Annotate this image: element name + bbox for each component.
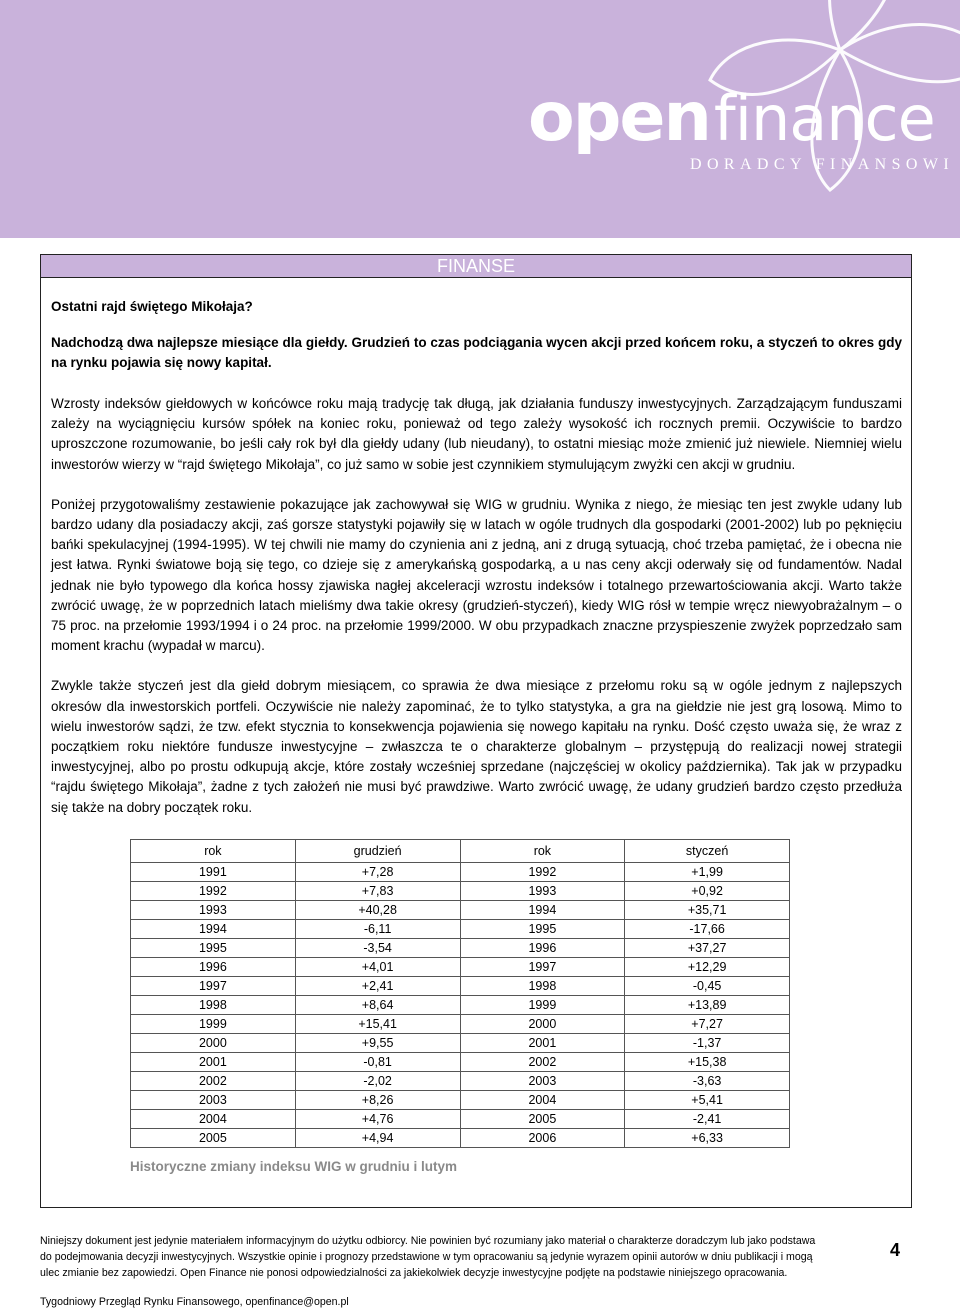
table-cell: +8,64 <box>295 995 460 1014</box>
table-cell: 2001 <box>460 1033 625 1052</box>
page-number: 4 <box>890 1240 901 1260</box>
table-row <box>131 919 790 938</box>
table-cell: 2003 <box>460 1071 625 1090</box>
article-paragraph-1: Wzrosty indeksów giełdowych w końcówce roku mają tradycję tak długą, jak działania funduszy inwestycyjnych. Zarządzającym funduszami zależy na wyciągnięciu kursów spółek na koniec roku, ponieważ od tego zależy wysokość ich rocznych premii. Oczywiście to bardzo uproszczone rozumowanie, bo jeśli cały rok był dla giełdy udany (lub nieudany), to ostatni miesiąc może zmienić już niewiele. Niemniej wielu inwestorów wierzy w “rajd świętego Mikołaja”, co już samo w sobie jest czynnikiem stymulującym zwyżki cen akcji w grudniu. <box>51 396 902 472</box>
table-cell: 1996 <box>131 957 296 976</box>
table-cell: 2006 <box>460 1128 625 1147</box>
table-cell: 1997 <box>460 957 625 976</box>
section-label: FINANSE <box>41 255 911 278</box>
article-paragraph-2: Poniżej przygotowaliśmy zestawienie pokazujące jak zachowywał się WIG w grudniu. Wynika z niego, że miesiąc ten jest zwykle udany lub bardzo udany dla posiadaczy akcji, zaś gorsze statystyki pojawiły się w latach w ogóle trudnych dla gospodarki (2001-2002) lub po pęknięciu bańki spekulacyjnej (1994-1995). W tej chwili nie mamy do czynienia ani z jedną, ani z drugą sytuacją, choć trzeba pamiętać, że i obecna nie jest łatwa. Rynki światowe boją się tego, co dzieje się z amerykańską gospodarką, a u nas ceny akcji oderwały się od fundamentów. Nadal jednak nie było typowego dla końca hossy zjawiska nagłej akceleracji wzrostu indeksów i totalnego przewartościowania akcji. Warto także zwrócić uwagę, że w poprzednich latach mieliśmy dwa takie okresy (grudzień-styczeń), kiedy WIG rósł w tempie wręcz niewyobrażalnym – o 75 proc. na przełomie 1993/1994 i o 24 proc. na przełomie 1999/2000. W obu przypadkach znaczne przyspieszenie zwyżek poprzedzało sam moment krachu (wypadał w marcu). <box>51 496 902 654</box>
header-year-jan: rok <box>460 839 625 862</box>
table-cell: +7,83 <box>295 881 460 900</box>
disclaimer-line: do podejmowania decyzji inwestycyjnych. Wszystkie opinie i prognozy przedstawione w tym opracowaniu są jedynie wyrazem opinii autorów w dniu publikacji i mogą <box>40 1251 813 1263</box>
table-row <box>131 900 790 919</box>
table-row <box>131 1128 790 1147</box>
table-row <box>131 938 790 957</box>
table-row <box>131 881 790 900</box>
table-row <box>131 957 790 976</box>
article-content <box>41 297 911 1174</box>
disclaimer-line: ulec zmianie bez zapowiedzi. Open Finance nie ponosi odpowiedzialności za jakiekolwiek decyzje inwestycyjne podjęte na podstawie niniejszego opracowania. <box>40 1267 788 1279</box>
table-cell: 1996 <box>460 938 625 957</box>
table-cell: +37,27 <box>625 938 790 957</box>
brand-tagline: DORADCY FINANSOWI <box>690 156 955 173</box>
table-cell: +7,28 <box>295 862 460 881</box>
table-cell: -0,45 <box>625 976 790 995</box>
table-cell: -6,11 <box>295 919 460 938</box>
table-caption: Historyczne zmiany indeksu WIG w grudniu i lutym <box>130 1158 458 1174</box>
table-cell: +7,27 <box>625 1014 790 1033</box>
wig-table <box>130 839 790 1148</box>
table-cell: -2,02 <box>295 1071 460 1090</box>
table-cell: +35,71 <box>625 900 790 919</box>
table-row <box>131 1071 790 1090</box>
table-cell: +0,92 <box>625 881 790 900</box>
table-cell: +15,38 <box>625 1052 790 1071</box>
table-cell: 2002 <box>460 1052 625 1071</box>
table-cell: 2004 <box>131 1109 296 1128</box>
table-cell: 1995 <box>460 919 625 938</box>
table-cell: +13,89 <box>625 995 790 1014</box>
table-cell: +15,41 <box>295 1014 460 1033</box>
header-december: grudzień <box>295 839 460 862</box>
table-cell: 2001 <box>131 1052 296 1071</box>
table-row <box>131 995 790 1014</box>
table-cell: +4,01 <box>295 957 460 976</box>
article-title: Ostatni rajd świętego Mikołaja? <box>51 299 253 314</box>
table-cell: -1,37 <box>625 1033 790 1052</box>
article-lead: Nadchodzą dwa najlepsze miesiące dla giełdy. Grudzień to czas podciągania wycen akcji przed końcem roku, a styczeń to okres gdy na rynku pojawia się nowy kapitał. <box>51 335 902 370</box>
table-cell: 1999 <box>460 995 625 1014</box>
table-cell: -3,54 <box>295 938 460 957</box>
table-cell: +4,76 <box>295 1109 460 1128</box>
table-row <box>131 1090 790 1109</box>
table-cell: -17,66 <box>625 919 790 938</box>
table-cell: 1994 <box>131 919 296 938</box>
footer-text: Tygodniowy Przegląd Rynku Finansowego, openfinance@open.pl <box>40 1296 349 1308</box>
table-cell: 1993 <box>131 900 296 919</box>
table-cell: 2003 <box>131 1090 296 1109</box>
table-row <box>131 1014 790 1033</box>
table-cell: -2,41 <box>625 1109 790 1128</box>
table-cell: +9,55 <box>295 1033 460 1052</box>
table-cell: 2000 <box>131 1033 296 1052</box>
table-cell: 2002 <box>131 1071 296 1090</box>
table-header-row <box>131 839 790 862</box>
disclaimer-line: Niniejszy dokument jest jedynie materiałem informacyjnym do użytku odbiorcy. Nie powinien być rozumiany jako materiał o charakterze doradczym lub jako podstawa <box>40 1235 816 1247</box>
table-cell: 1999 <box>131 1014 296 1033</box>
table-cell: +12,29 <box>625 957 790 976</box>
article-frame <box>40 254 912 1208</box>
brand-name-bold: open <box>528 78 710 157</box>
table-cell: 1992 <box>131 881 296 900</box>
table-cell: 1998 <box>460 976 625 995</box>
brand-name-light: finance <box>713 82 935 155</box>
table-body <box>131 862 790 1147</box>
table-cell: 1998 <box>131 995 296 1014</box>
table-row <box>131 976 790 995</box>
header-banner <box>0 0 960 238</box>
table-row <box>131 1033 790 1052</box>
table-cell: 1995 <box>131 938 296 957</box>
table-cell: +6,33 <box>625 1128 790 1147</box>
table-cell: 1991 <box>131 862 296 881</box>
header-year-dec: rok <box>131 839 296 862</box>
table-row <box>131 1109 790 1128</box>
table-cell: +4,94 <box>295 1128 460 1147</box>
table-cell: 1992 <box>460 862 625 881</box>
header-january: styczeń <box>625 839 790 862</box>
table-cell: 2004 <box>460 1090 625 1109</box>
article-paragraph-3: Zwykle także styczeń jest dla giełd dobrym miesiącem, co sprawia że dwa miesiące z przełomu roku są w ogóle jednym z najlepszych okresów dla inwestorskich portfeli. Oczywiście nie należy zapominać, że to tylko statystyka, a gra na giełdzie nie jest grą losową. Mimo to wielu inwestorów sądzi, że tzw. efekt stycznia to konsekwencja pojawienia się nowego kapitału na rynku. Dość często uważa się, że wraz z początkiem roku niektóre fundusze inwestycyjne – zwłaszcza te o charakterze globalnym – przystępują do realizacji nowej strategii inwestycyjnej, albo po prostu odkupują akcje, które zostały wcześniej sprzedane (najczęściej w okolicy października). Tak jak w przypadku “rajdu świętego Mikołaja”, żadne z tych założeń nie musi być prawdziwe. Warto zwrócić uwagę, że udany grudzień bardzo często przedłuża się także na dobry początek roku. <box>51 678 902 815</box>
disclaimer <box>40 1233 880 1281</box>
table-cell: +1,99 <box>625 862 790 881</box>
table-cell: +40,28 <box>295 900 460 919</box>
brand-logo <box>528 78 935 157</box>
table-cell: +8,26 <box>295 1090 460 1109</box>
table-cell: -0,81 <box>295 1052 460 1071</box>
table-row <box>131 862 790 881</box>
table-cell: -3,63 <box>625 1071 790 1090</box>
table-cell: 2005 <box>131 1128 296 1147</box>
table-cell: 1993 <box>460 881 625 900</box>
table-cell: 1997 <box>131 976 296 995</box>
table-cell: 1994 <box>460 900 625 919</box>
table-row <box>131 1052 790 1071</box>
table-cell: 2000 <box>460 1014 625 1033</box>
table-cell: +5,41 <box>625 1090 790 1109</box>
table-cell: +2,41 <box>295 976 460 995</box>
table-cell: 2005 <box>460 1109 625 1128</box>
